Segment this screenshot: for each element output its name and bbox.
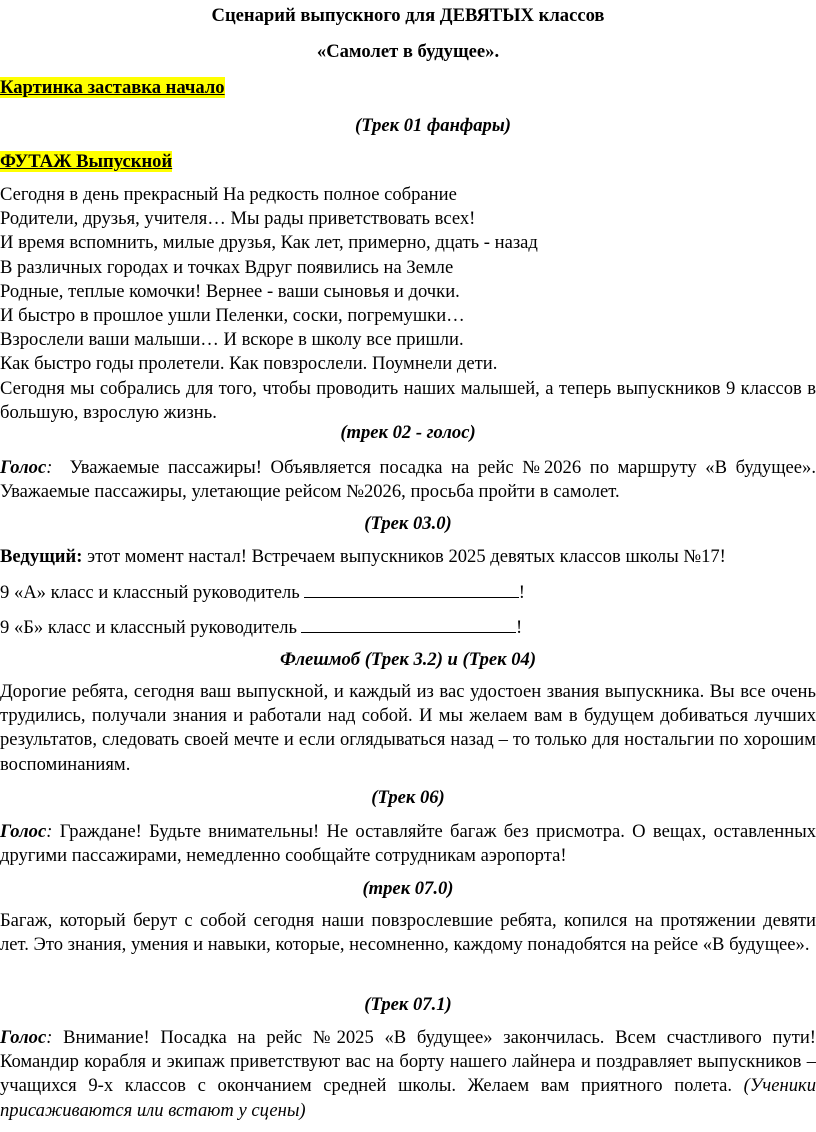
poem-line: И время вспомнить, милые друзья, Как лет, примерно, дцать - назад — [0, 232, 538, 254]
track-02: (трек 02 - голос) — [340, 422, 476, 443]
voice-text: Внимание! Посадка на рейс №2025 «В будущее» закончилась. Всем счастливого пути! Командир корабля и экипаж приветствуют вас на борту нашего лайнера и поздравляет выпускников – учащихся 9-х классов с окончанием средней школы. Желаем вам приятного полета. — [0, 1027, 816, 1097]
teacher-blank-a — [304, 579, 519, 598]
track-07-0: (трек 07.0) — [362, 878, 454, 899]
poem-line: Родные, теплые комочки! Вернее - ваши сыновья и дочки. — [0, 280, 460, 302]
class-b-line — [0, 614, 816, 640]
voice-text: Граждане! Будьте внимательны! Не оставляйте багаж без присмотра. О вещах, оставленных другими пассажирами, немедленно сообщайте сотрудникам аэропорта! — [0, 821, 816, 867]
poem-line: Взрослели ваши малыши… И вскоре в школу все пришли. — [0, 329, 464, 351]
poem-line: В различных городах и точках Вдруг появились на Земле — [0, 256, 454, 278]
voice-text: Уважаемые пассажиры! Объявляется посадка на рейс №2026 по маршруту «В будущее». Уважаемые пассажиры, улетающие рейсом №2026, просьба пройти в самолет. — [0, 457, 816, 503]
excl: ! — [516, 617, 523, 638]
host-text: этот момент настал! Встречаем выпускников 2025 девятых классов школы №17! — [82, 546, 726, 567]
teacher-blank-b — [301, 614, 516, 633]
poem-line: Сегодня в день прекрасный На редкость полное собрание — [0, 184, 457, 205]
class-a-text: 9 «А» класс и классный руководитель — [0, 582, 300, 603]
paragraph-graduates: Дорогие ребята, сегодня ваш выпускной, и каждый из вас удостоен звания выпускника. Вы все очень трудились, получали знания и работали над собой. И мы желаем вам в будущем добиваться лучших результатов, следовать своей мечте и если оглядываться назад – то только для ностальгии по хорошим воспоминаниям. — [0, 681, 816, 775]
class-a-line — [0, 579, 816, 605]
stage-note: (Ученики присаживаются или встают у сцены) — [0, 1075, 816, 1121]
excl: ! — [518, 582, 525, 603]
document-subtitle: «Самолет в будущее». — [316, 41, 500, 62]
track-07-1: (Трек 07.1) — [364, 994, 452, 1015]
voice-paragraph-2: Голос: Граждане! Будьте внимательны! Не оставляйте багаж без присмотра. О вещах, оставленных другими пассажирами, немедленно сообщайте сотрудникам аэропорта! — [0, 821, 816, 867]
class-b-text: 9 «Б» класс и классный руководитель — [0, 617, 297, 638]
poem — [0, 183, 816, 425]
host-label: Ведущий: — [0, 546, 83, 567]
voice-label: Голос — [0, 821, 47, 842]
track-03: (Трек 03.0) — [364, 513, 452, 534]
paragraph-baggage: Багаж, который берут с собой сегодня наши повзрослевшие ребята, копился на протяжении девяти лет. Это знания, умения и навыки, которые, несомненно, каждому понадобятся на рейсе «В будущее». — [0, 910, 816, 956]
track-01: (Трек 01 фанфары) — [355, 115, 511, 136]
section-marker-1 — [0, 76, 816, 100]
host-line — [0, 545, 816, 569]
section-marker-2 — [0, 150, 816, 174]
track-06: (Трек 06) — [371, 787, 445, 808]
voice-label: Голос — [0, 457, 47, 478]
flashmob-track: Флешмоб (Трек 3.2) и (Трек 04) — [279, 649, 537, 670]
poem-line: Родители, друзья, учителя… Мы рады приветствовать всех! — [0, 208, 476, 230]
document-title: Сценарий выпускного для ДЕВЯТЫХ классов — [211, 5, 605, 26]
highlight-intro-picture: Картинка заставка начало — [0, 77, 225, 98]
poem-line: И быстро в прошлое ушли Пеленки, соски, погремушки… — [0, 305, 465, 327]
poem-line: Как быстро годы пролетели. Как повзрослели. Поумнели дети. — [0, 353, 498, 375]
voice-paragraph-1: Голос: Уважаемые пассажиры! Объявляется посадка на рейс №2026 по маршруту «В будущее». Уважаемые пассажиры, улетающие рейсом №2026, просьба пройти в самолет. — [0, 457, 816, 503]
highlight-footage: ФУТАЖ Выпускной — [0, 151, 173, 172]
poem-end: Сегодня мы собрались для того, чтобы проводить наших малышей, а теперь выпускников 9 классов в большую, взрослую жизнь. — [0, 377, 816, 423]
voice-paragraph-3: Голос: Внимание! Посадка на рейс №2025 «В будущее» закончилась. Всем счастливого пути! Командир корабля и экипаж приветствуют вас на борту нашего лайнера и поздравляет выпускников – учащихся 9-х классов с окончанием средней школы. Желаем вам приятного полета. (Ученики присаживаются или встают у сцены) — [0, 1027, 816, 1121]
voice-label: Голос — [0, 1027, 47, 1048]
